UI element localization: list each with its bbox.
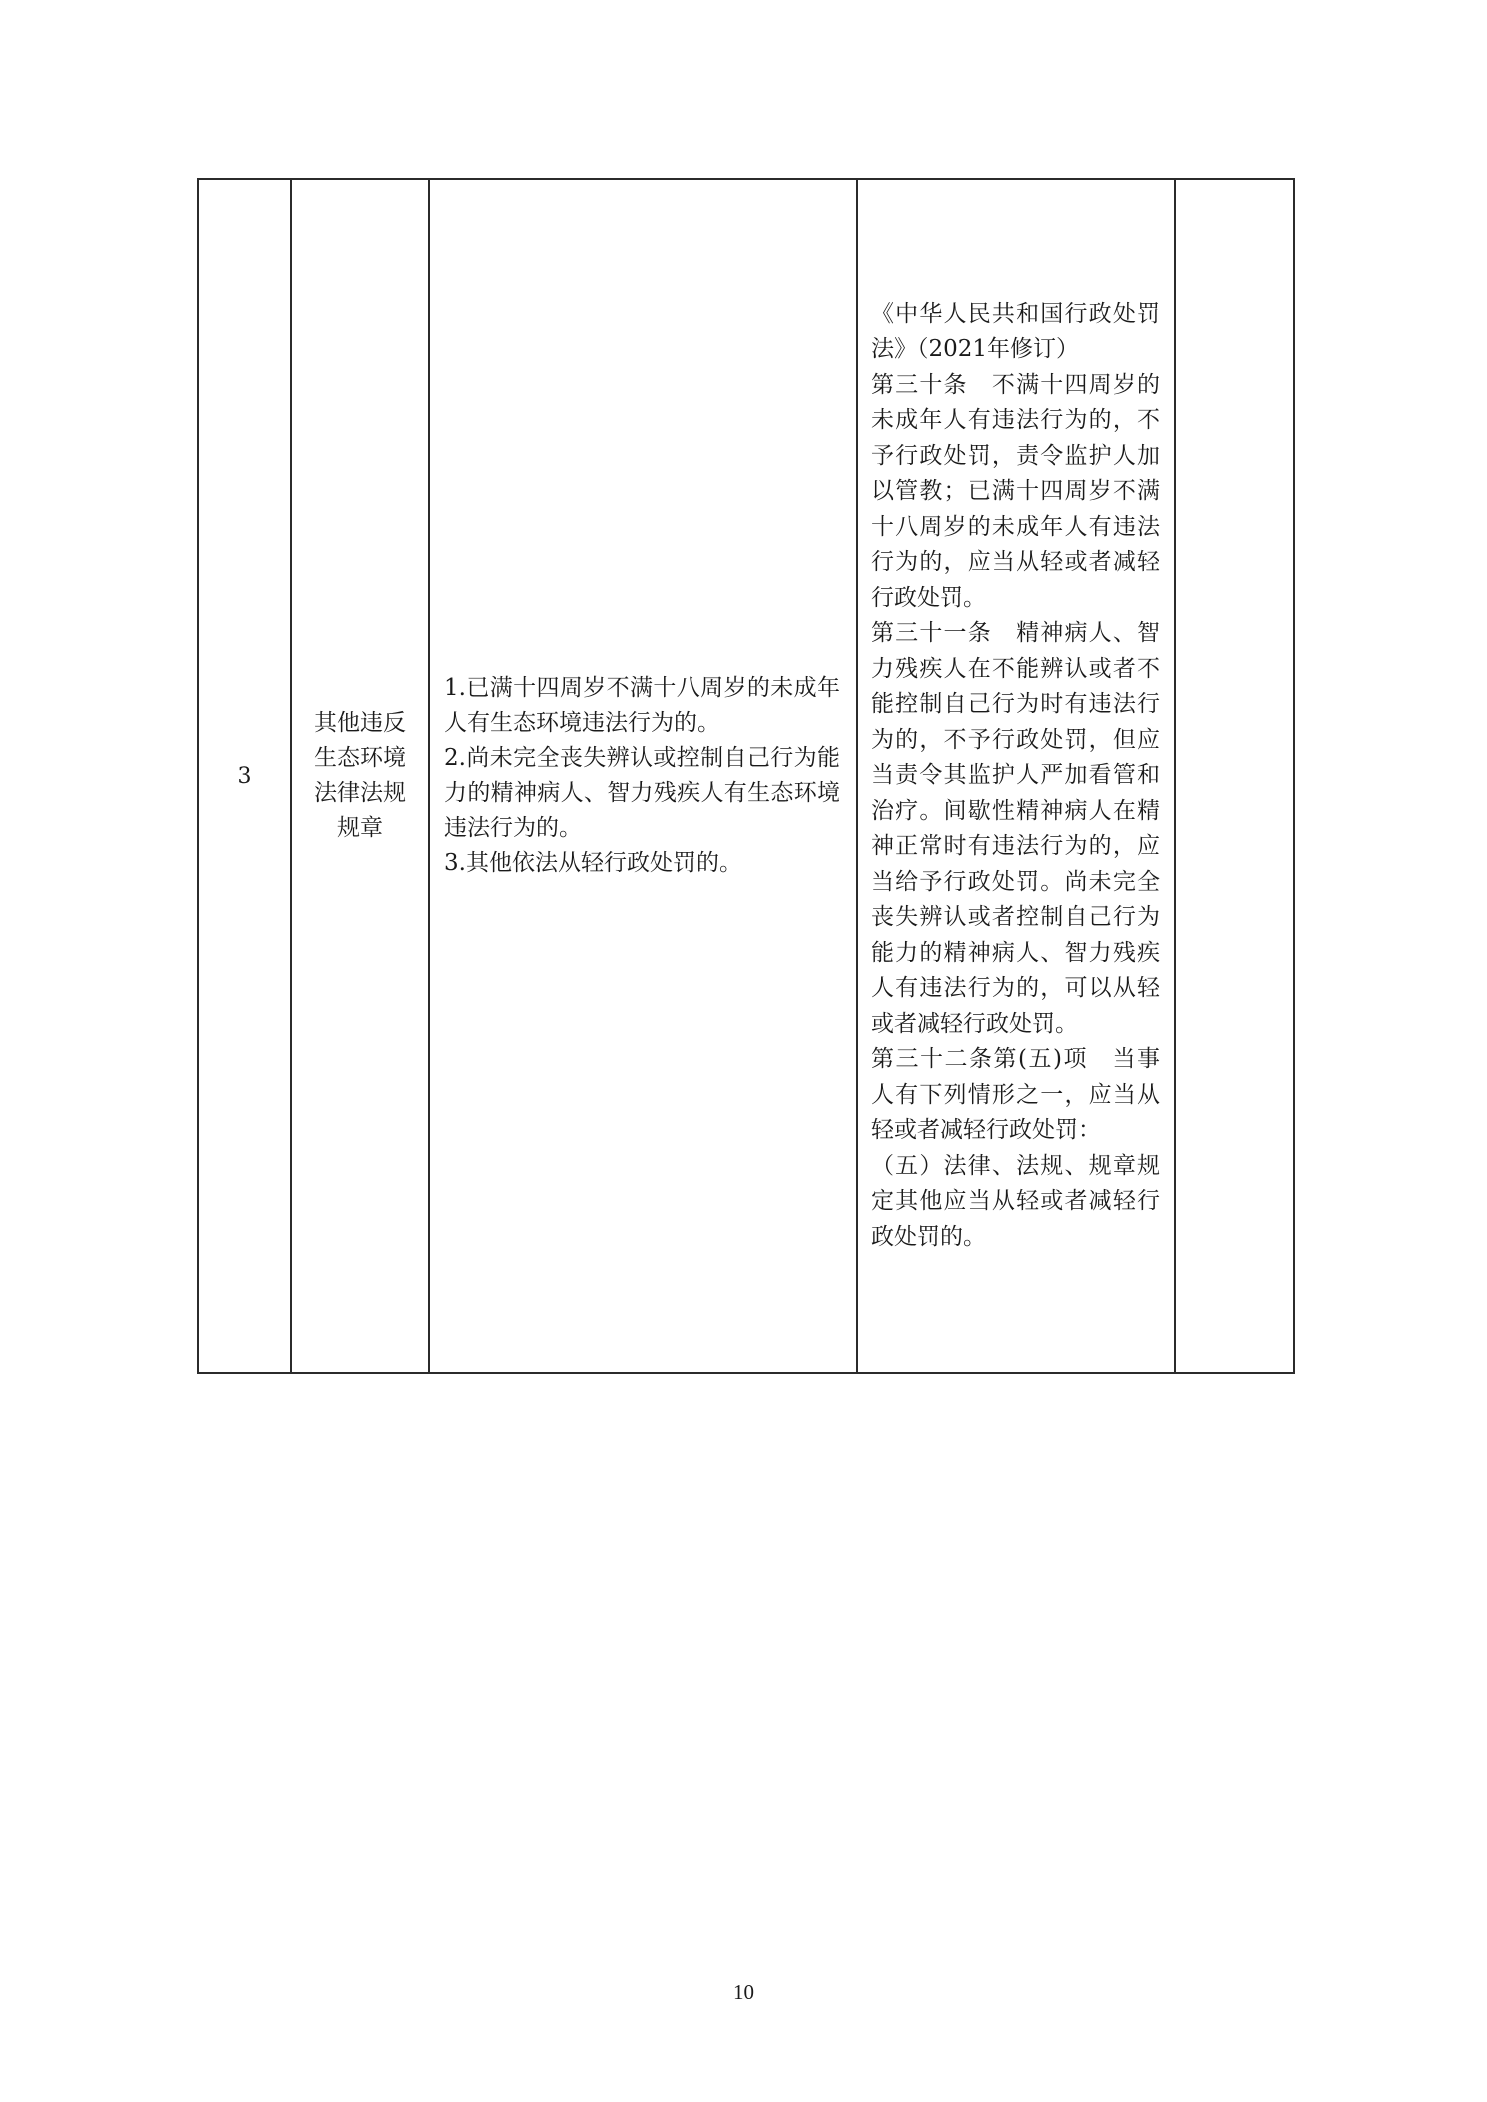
legal-basis-paragraph: 第三十一条 精神病人、智力残疾人在不能辨认或者不能控制自己行为时有违法行为的，不予行政处罚，但应当责令其监护人严加看管和治疗。间歇性精神病人在精神正常时有违法行为的，应当给予行政处罚。尚未完全丧失辨认或者控制自己行为能力的精神病人、智力残疾人有违法行为的，可以从轻或者减轻行政处罚。 xyxy=(871,620,1160,1037)
legal-basis-paragraph: （五）法律、法规、规章规定其他应当从轻或者减轻行政处罚的。 xyxy=(871,1152,1160,1250)
legal-basis-paragraph: 《中华人民共和国行政处罚法》（2021年修订） xyxy=(871,300,1160,363)
condition-item: 3.其他依法从轻行政处罚的。 xyxy=(444,850,742,876)
condition-item: 1.已满十四周岁不满十八周岁的未成年人有生态环境违法行为的。 xyxy=(444,675,840,736)
table-row xyxy=(198,179,1294,1373)
row-number: 3 xyxy=(198,179,291,1373)
legal-basis-paragraph: 第三十条 不满十四周岁的未成年人有违法行为的，不予行政处罚，责令监护人加以管教；已满十四周岁不满十八周岁的未成年人有违法行为的，应当从轻或者减轻行政处罚。 xyxy=(871,371,1160,611)
item-name xyxy=(291,179,429,1373)
legal-basis-paragraph: 第三十二条第(五)项 当事人有下列情形之一，应当从轻或者减轻行政处罚： xyxy=(871,1046,1160,1144)
legal-basis-cell xyxy=(857,179,1175,1373)
condition-item: 2.尚未完全丧失辨认或控制自己行为能力的精神病人、智力残疾人有生态环境违法行为的。 xyxy=(444,745,840,841)
item-name-line: 规章 xyxy=(337,815,383,841)
page-number: 10 xyxy=(733,1980,754,2004)
remarks-cell xyxy=(1175,179,1294,1373)
item-name-line: 其他违反 xyxy=(314,710,406,736)
conditions-cell xyxy=(429,179,857,1373)
item-name-line: 法律法规 xyxy=(314,780,406,806)
penalty-table xyxy=(197,178,1295,1374)
item-name-line: 生态环境 xyxy=(314,745,406,771)
